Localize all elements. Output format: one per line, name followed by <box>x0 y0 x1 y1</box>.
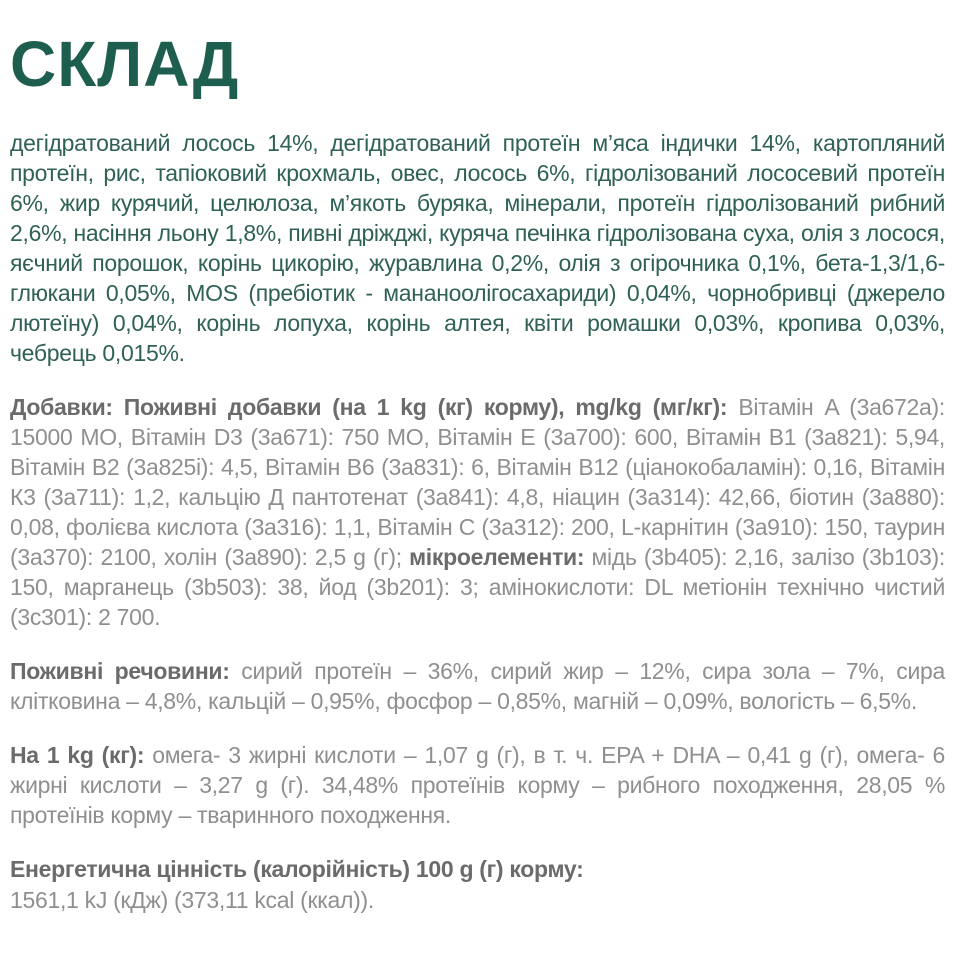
nutrients-label: Поживні речовини: <box>10 657 242 684</box>
composition-text: дегідратований лосось 14%, дегідратований протеїн м’яса індички 14%, картопляний протеїн, рис, тапіоковий крохмаль, овес, лосось 6%, гідролізований лососевий протеїн 6%, жир курячий, целюлоза, м’якоть буряка, мінерали, протеїн гідролізований рибний 2,6%, насіння льону 1,8%, пивні дріжджі, куряча печінка гідролізована суха, олія з лосося, яєчний порошок, корінь цикорію, журавлина 0,2%, олія з огірочника 0,1%, бета-1,3/1,6-глюкани 0,05%, MOS (пребіотик - мананоолігосахариди) 0,04%, чорнобривці (джерело лютеїну) 0,04%, корінь лопуха, корінь алтея, квіти ромашки 0,03%, кропива 0,03%, чебрець 0,015%. <box>10 129 945 366</box>
additives-heading: Добавки: Поживні добавки (на 1 kg (кг) корму), mg/kg (мг/кг): <box>10 393 739 420</box>
per-kg-text: омега- 3 жирні кислоти – 1,07 g (г), в т. ч. EPA + DHA – 0,41 g (г), омега- 6 жирні кислоти – 3,27 g (г). 34,48% протеїнів корму – рибного походження, 28,05 % протеїнів корму – тваринного походження. <box>10 741 945 828</box>
additives-paragraph <box>10 392 945 632</box>
per-kg-paragraph <box>10 740 945 830</box>
page-title: СКЛАД <box>10 28 240 100</box>
trace-elements-label: мікроелементи: <box>409 543 585 570</box>
energy-value: 1561,1 kJ (кДж) (373,11 kcal (ккал)). <box>10 886 374 913</box>
additives-vitamins-text: Вітамін A (3a672a): 15000 МО, Вітамін D3 (3a671): 750 МО, Вітамін E (3a700): 600, Вітамін B1 (3a821): 5,94, Вітамін B2 (3a825i): 4,5, Вітамін B6 (3a831): 6, Вітамін B12 (ціанокобаламін): 0,16, Вітамін К3 (3a711): 1,2, кальцію Д пантотенат (3a841): 4,8, ніацин (3a314): 42,66, біотин (3a880): 0,08, фолієва кислота (3a316): 1,1, Вітамін C (3a312): 200, L-карнітин (3a910): 150, таурин (3a370): 2100, холін (3a890): 2,5 g (г); <box>10 393 945 570</box>
trace-elements-text: мідь (3b405): 2,16, залізо (3b103): 150, марганець (3b503): 38, йод (3b201): 3; амінокислоти: DL метіонін технічно чистий (3c301): 2 700. <box>10 543 945 630</box>
nutrients-text: сирий протеїн – 36%, сирий жир – 12%, сира зола – 7%, сира клітковина – 4,8%, кальцій – 0,95%, фосфор – 0,85%, магній – 0,09%, вологість – 6,5%. <box>10 657 945 714</box>
per-kg-label: На 1 kg (кг): <box>10 741 153 768</box>
nutrients-paragraph <box>10 656 945 716</box>
energy-value-block <box>10 854 945 916</box>
composition-paragraph <box>10 128 945 368</box>
energy-label: Енергетична цінність (калорійність) 100 g (г) корму: <box>10 855 584 882</box>
